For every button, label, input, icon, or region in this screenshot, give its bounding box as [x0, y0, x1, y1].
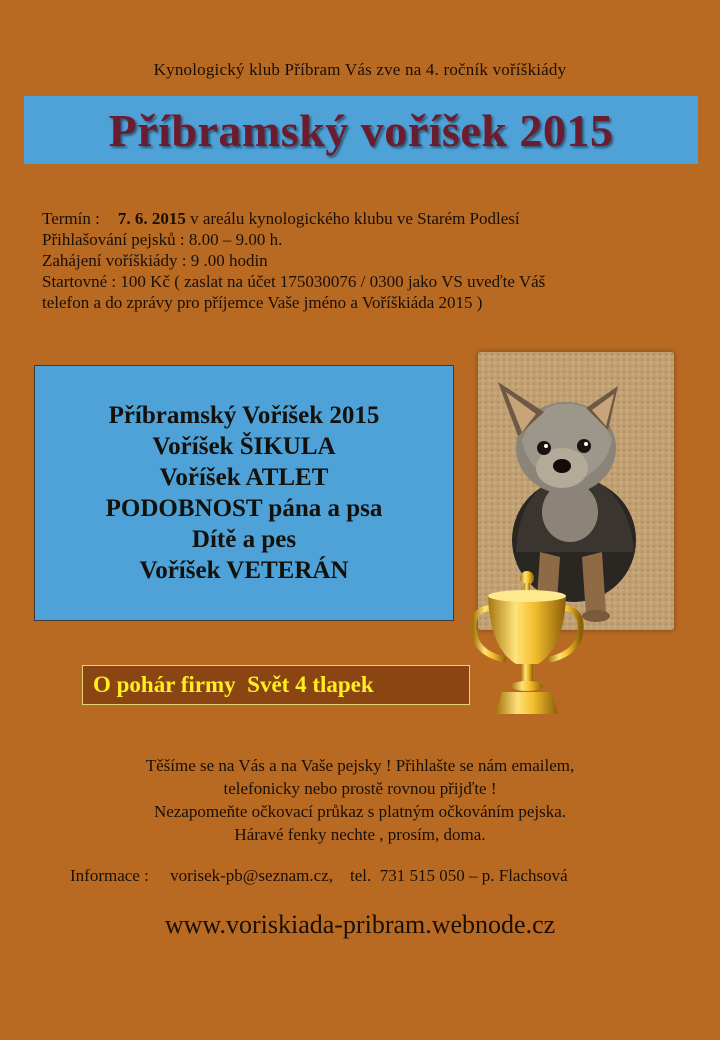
category-item: Příbramský Voříšek 2015: [108, 402, 380, 429]
termin-row: [42, 208, 692, 229]
closing-line: telefonicky nebo prostě rovnou přijďte !: [223, 779, 497, 798]
category-item: Voříšek ŠIKULA: [152, 433, 336, 460]
closing-line: Těšíme se na Vás a na Vaše pejsky ! Přihlašte se nám emailem,: [145, 756, 575, 775]
termin-place: v areálu kynologického klubu ve Starém Podlesí: [190, 209, 520, 228]
prize-text: O pohár firmy Svět 4 tlapek: [93, 672, 374, 697]
entry-fee-line-1: Startovné : 100 Kč ( zaslat na účet 175030076 / 0300 jako VS uveďte Váš: [42, 272, 546, 291]
category-item: Voříšek ATLET: [159, 464, 329, 491]
website-link[interactable]: www.voriskiada-pribram.webnode.cz: [164, 910, 556, 939]
category-item: PODOBNOST pána a psa: [105, 495, 383, 522]
event-info: [42, 208, 692, 313]
category-item: Dítě a pes: [191, 526, 297, 553]
contact-info: Informace : vorisek-pb@seznam.cz, tel. 731 515 050 – p. Flachsová: [70, 866, 568, 885]
prize-banner: [82, 665, 470, 705]
title-banner: [24, 96, 698, 164]
categories-box: [34, 365, 454, 621]
entry-fee-line-2: telefon a do zprávy pro příjemce Vaše jméno a Voříškiáda 2015 ): [42, 293, 483, 312]
trophy-icon: [468, 568, 586, 718]
invitation-text: Kynologický klub Příbram Vás zve na 4. ročník voříškiády: [153, 60, 567, 79]
closing-line: Nezapomeňte očkovací průkaz s platným očkováním pejska.: [153, 802, 567, 821]
termin-date: 7. 6. 2015: [117, 209, 186, 228]
registration-time: Přihlašování pejsků : 8.00 – 9.00 h.: [42, 230, 283, 249]
category-item: Voříšek VETERÁN: [139, 557, 349, 584]
closing-text: [0, 754, 720, 846]
event-title: Příbramský voříšek 2015: [108, 104, 614, 156]
start-time: Zahájení voříškiády : 9 .00 hodin: [42, 251, 268, 270]
closing-line: Háravé fenky nechte , prosím, doma.: [234, 825, 486, 844]
termin-label: Termín :: [42, 209, 100, 228]
